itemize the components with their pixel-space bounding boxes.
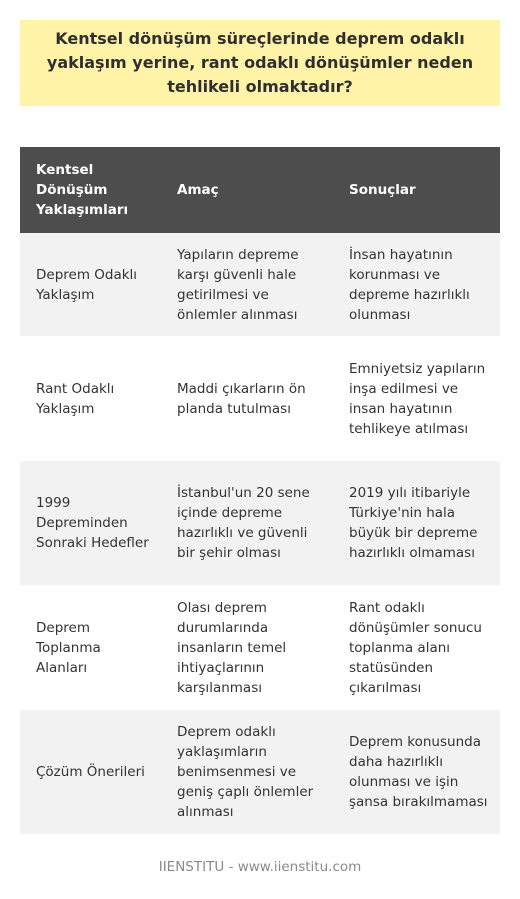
table-cell-result: Emniyetsiz yapıların inşa edilmesi ve insan hayatının tehlikeye atılması <box>333 336 500 461</box>
table-cell-result: Rant odaklı dönüşümler sonucu toplanma alanı statüsünden çıkarılması <box>333 585 500 710</box>
column-header-results: Sonuçlar <box>333 147 500 233</box>
column-header-purpose: Amaç <box>161 147 333 233</box>
table-cell-approach: Rant Odaklı Yaklaşım <box>20 336 161 461</box>
table-cell-result: Deprem konusunda daha hazırlıklı olunması ve işin şansa bırakılmaması <box>333 710 500 834</box>
title-banner <box>20 20 500 106</box>
table-cell-purpose: Olası deprem durumlarında insanların temel ihtiyaçlarının karşılanması <box>161 585 333 710</box>
table-cell-result: İnsan hayatının korunması ve depreme hazırlıklı olunması <box>333 233 500 336</box>
table-cell-approach: Çözüm Önerileri <box>20 710 161 834</box>
footer-credit: IIENSTITU - www.iienstitu.com <box>158 859 362 875</box>
table-cell-approach: 1999 Depreminden Sonraki Hedefler <box>20 461 161 585</box>
table-row <box>20 585 500 710</box>
table-cell-purpose: Maddi çıkarların ön planda tutulması <box>161 336 333 461</box>
table-row <box>20 336 500 461</box>
table-row <box>20 710 500 834</box>
table-cell-purpose: Deprem odaklı yaklaşımların benimsenmesi ve geniş çaplı önlemler alınması <box>161 710 333 834</box>
table-row <box>20 233 500 336</box>
table-cell-purpose: İstanbul'un 20 sene içinde depreme hazırlıklı ve güvenli bir şehir olması <box>161 461 333 585</box>
table-row <box>20 461 500 585</box>
comparison-table <box>20 147 500 834</box>
page-title: Kentsel dönüşüm süreçlerinde deprem odaklı yaklaşım yerine, rant odaklı dönüşümler neden tehlikeli olmaktadır? <box>46 29 474 96</box>
table-cell-approach: Deprem Toplanma Alanları <box>20 585 161 710</box>
table-cell-purpose: Yapıların depreme karşı güvenli hale getirilmesi ve önlemler alınması <box>161 233 333 336</box>
table-cell-approach: Deprem Odaklı Yaklaşım <box>20 233 161 336</box>
column-header-approaches: Kentsel Dönüşüm Yaklaşımları <box>20 147 161 233</box>
table-header-row <box>20 147 500 233</box>
table-cell-result: 2019 yılı itibariyle Türkiye'nin hala büyük bir depreme hazırlıklı olmaması <box>333 461 500 585</box>
